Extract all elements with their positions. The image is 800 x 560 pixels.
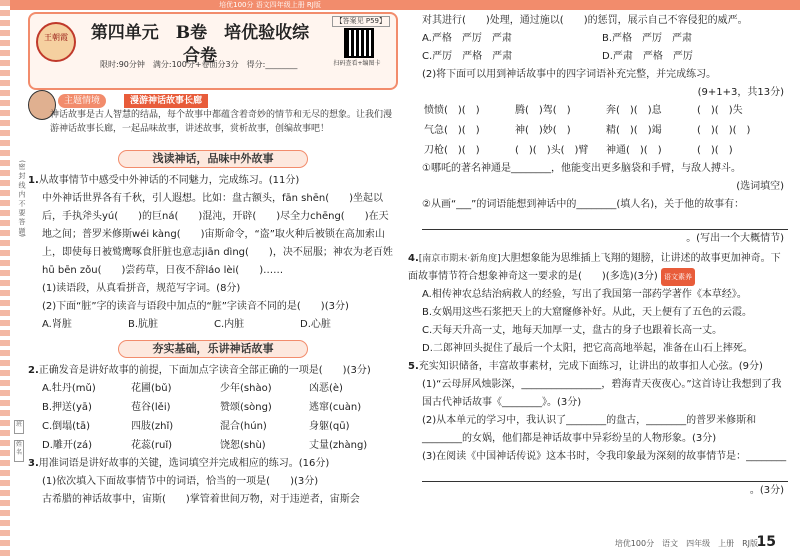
question-3	[28, 455, 398, 509]
q1-sub1: (1)读语段，从真看拼音，规范写字词。(8分)	[42, 283, 241, 294]
q1-number: 1.	[28, 175, 39, 186]
q2-cell: 身躯(qū)	[309, 421, 350, 432]
q1-options	[28, 316, 398, 334]
q1-option-a[interactable]: A.肾脏	[42, 319, 72, 330]
idiom-cell[interactable]: 气急( )( )	[424, 125, 480, 136]
idiom-cell[interactable]: 刀枪( )( )	[424, 145, 480, 156]
q2-options-grid	[28, 380, 398, 455]
q2-number: 2.	[28, 365, 39, 376]
theme-body: 神话故事是古人智慧的结晶，每个故事中都蕴含着奇妙的情节和无尽的想象。让我们漫游神话故事长廊，一起品味故事，讲述故事，赏析故事，创编故事吧！	[50, 110, 393, 134]
q5-sub3: (3)在阅读《中国神话传说》这本书时，令我印象最为深刻的故事情节是：________	[422, 451, 787, 462]
q2-cell: 花圃(bǔ)	[131, 383, 172, 394]
q2-cell: 少年(shào)	[220, 383, 272, 394]
q4-stem: 大胆想象能为思维插上飞翔的翅膀，让讲述的故事更加神奇。下面故事情节符合想象神奇这一要求的是( )(多选)(3分)	[408, 253, 781, 282]
theme-intro	[28, 94, 398, 144]
q4-number: 4.	[408, 253, 419, 264]
q1-option-c[interactable]: C.内脏	[214, 319, 245, 330]
idiom-cell[interactable]: 腾( )驾( )	[515, 105, 571, 116]
qr-code-icon[interactable]	[344, 28, 374, 58]
margin-mark-name: 姓名	[14, 440, 24, 462]
q2-cell: 逃窜(cuàn)	[309, 402, 362, 413]
q1-option-d[interactable]: D.心脏	[300, 319, 331, 330]
q3-number: 3.	[28, 458, 39, 469]
q1-option-b[interactable]: B.肮脏	[128, 319, 159, 330]
margin-note: (密 封 线 内 不 要 答 题)	[18, 160, 26, 238]
q3-sub2: (2)将下面可以用到神话故事中的四字词语补充完整，并完成练习。	[422, 69, 717, 80]
question-2	[28, 362, 398, 455]
q1-stem: 从故事情节中感受中外神话的不同魅力，完成练习。(11分)	[38, 175, 300, 186]
q2-cell: 苞谷(lěi)	[131, 402, 171, 413]
q3-stem: 用准词语是讲好故事的关键，选词填空并完成相应的练习。(16分)	[38, 458, 330, 469]
q3-option-a[interactable]: A.严格 严厉 严肃	[422, 33, 512, 44]
q4-option-d[interactable]: D.二郎神回头捉住了最后一个太阳，把它高高地举起，准备在山石上摔死。	[422, 343, 753, 354]
q3-continued	[408, 12, 788, 248]
idiom-cell[interactable]: ( )( )	[697, 145, 733, 156]
q1-passage: 中外神话世界各有千秋，引人遐想。比如：盘古额头，fān shēn( )坐起以后，手执斧头yú( )的巨ná( )混沌，开辟( )尽全力chēng( )在天地之间；普罗米修斯wéi kàng( )宙斯命令，“盗”取火种后被锁在高加索山上，即使每日被鹫鹰啄食肝脏也意志jiān dìng( )，决不屈服；神农为老百姓hū bēn zǒu( )尝药草，日夜不辞láo lèi( )……	[42, 193, 393, 276]
top-bar-text: 培优100分 语文四年级上册 RJ版	[219, 1, 321, 9]
answer-line[interactable]	[422, 214, 788, 230]
top-bar	[10, 0, 800, 10]
question-1	[28, 172, 398, 334]
q4-badge: 语文素养	[661, 268, 695, 286]
answer-line[interactable]	[422, 466, 788, 482]
page-title: 第四单元 B卷 培优验收综合卷	[90, 23, 310, 66]
q2-cell: 混合(hún)	[220, 421, 267, 432]
q3-option-d[interactable]: D.严肃 严格 严厉	[602, 51, 693, 62]
q5-number: 5.	[408, 361, 419, 372]
q5-stem: 充实知识储备，丰富故事素材，完成下面练习，让讲出的故事扣人心弦。(9分)	[418, 361, 763, 372]
q1-sub2: (2)下面“脏”字的读音与语段中加点的“脏”字读音不同的是( )(3分)	[42, 301, 349, 312]
q4-source: [南京市期末·新角度]	[418, 254, 501, 264]
idiom-cell[interactable]: 愤愤( )( )	[424, 105, 480, 116]
header-box	[28, 12, 398, 90]
q2-cell: 花蕊(ruǐ)	[131, 440, 173, 451]
q3-part-a-note: (选词填空)	[736, 181, 784, 192]
idiom-cell[interactable]: 神( )妙( )	[515, 125, 571, 136]
q3-part-b-note: 。(写出一个大概情节)	[686, 233, 784, 244]
q3-options-row2	[408, 48, 788, 66]
idiom-cell[interactable]: ( )( )( )	[697, 125, 751, 136]
page-number: 15	[756, 534, 776, 551]
q5-sub3-end: 。(3分)	[749, 485, 784, 496]
section-heading-2: 夯实基础，乐讲神话故事	[118, 340, 308, 358]
q5-sub2: (2)从本单元的学习中，我认识了________的盘古，________的普罗米修斯和________的女娲，他们都是神话故事中异彩纷呈的人物形象。(3分)	[422, 415, 757, 444]
q3-passage: 古希腊的神话故事中，宙斯( )掌管着世间万物，对于违逆者，宙斯会	[42, 494, 360, 505]
q2-cell: 凶恶(è)	[309, 383, 343, 394]
q4-option-a[interactable]: A.相传神农总结治病救人的经验，写出了我国第一部药学著作《本草经》。	[422, 289, 747, 300]
q3-option-c[interactable]: C.严厉 严格 严肃	[422, 51, 513, 62]
q2-cell[interactable]: C.倒塌(tā)	[42, 421, 91, 432]
binding-strip	[0, 0, 10, 560]
q2-cell: 丈量(zhàng)	[309, 440, 368, 451]
section-heading-1: 浅读神话，品味中外故事	[118, 150, 308, 168]
q3-part-a: ①哪吒的著名神通是________，他能变出更多脑袋和手臂，与敌人搏斗。	[422, 163, 741, 174]
q3-continuation: 对其进行( )处理，通过施以( )的惩罚，展示自己不容侵犯的威严。	[422, 15, 748, 26]
footer-text: 培优100分 语文 四年级 上册 RJ版	[614, 539, 758, 549]
q3-options-row1	[408, 30, 788, 48]
q2-cell[interactable]: B.押送(yā)	[42, 402, 92, 413]
q3-sub1: (1)依次填入下面故事情节中的词语，恰当的一项是( )(3分)	[42, 476, 319, 487]
question-5	[408, 358, 788, 500]
idiom-cell[interactable]: 精( )( )竭	[606, 125, 662, 136]
q2-cell: 四肢(zhǐ)	[131, 421, 174, 432]
q5-sub1: (1)“云母屏风烛影深，________________，碧海青天夜夜心。”这首诗让我想到了我国古代神话故事《________》。(3分)	[422, 379, 782, 408]
question-4	[408, 250, 788, 358]
q3-option-b[interactable]: B.严格 严厉 严肃	[602, 33, 693, 44]
q4-option-c[interactable]: C.天每天升高一丈，地每天加厚一丈，盘古的身子也跟着长高一丈。	[422, 325, 723, 336]
q4-option-b[interactable]: B.女娲用这些石浆把天上的大窟窿修补好。从此，天上便有了五色的云霞。	[422, 307, 753, 318]
theme-tag: 主题情境	[58, 94, 106, 108]
time-score-limits: 限时:90分钟 满分:100分+卷面分3分 得分:________	[100, 60, 298, 69]
idiom-cell[interactable]: 神通( )( )	[606, 145, 662, 156]
idiom-cell[interactable]: ( )( )失	[697, 105, 743, 116]
left-column	[28, 12, 398, 552]
q2-cell[interactable]: A.牡丹(mǔ)	[42, 383, 96, 394]
idiom-grid	[408, 102, 788, 160]
q2-cell: 饶恕(shù)	[220, 440, 266, 451]
idiom-cell[interactable]: 奔( )( )息	[606, 105, 662, 116]
theme-title: 漫游神话故事长廊	[124, 94, 208, 108]
brand-logo: 王朝霞	[36, 22, 76, 62]
q2-cell[interactable]: D.雕开(zá)	[42, 440, 93, 451]
qr-caption: 扫码查看+编图卡	[333, 60, 381, 67]
right-column	[408, 12, 788, 552]
q2-cell: 赞颂(sòng)	[220, 402, 272, 413]
idiom-cell[interactable]: ( )( )头( )臂	[515, 145, 589, 156]
q3-sub2-score: (9+1+3，共13分)	[697, 87, 784, 98]
q3-part-b: ②从画“___”的词语能想到神话中的________(填人名)，关于他的故事有：	[422, 199, 745, 210]
q2-stem: 正确发音是讲好故事的前提，下面加点字读音全部正确的一项是( )(3分)	[38, 365, 371, 376]
answer-reference: 【答案见 P59】	[332, 16, 390, 27]
margin-mark-class: 班	[14, 420, 24, 434]
